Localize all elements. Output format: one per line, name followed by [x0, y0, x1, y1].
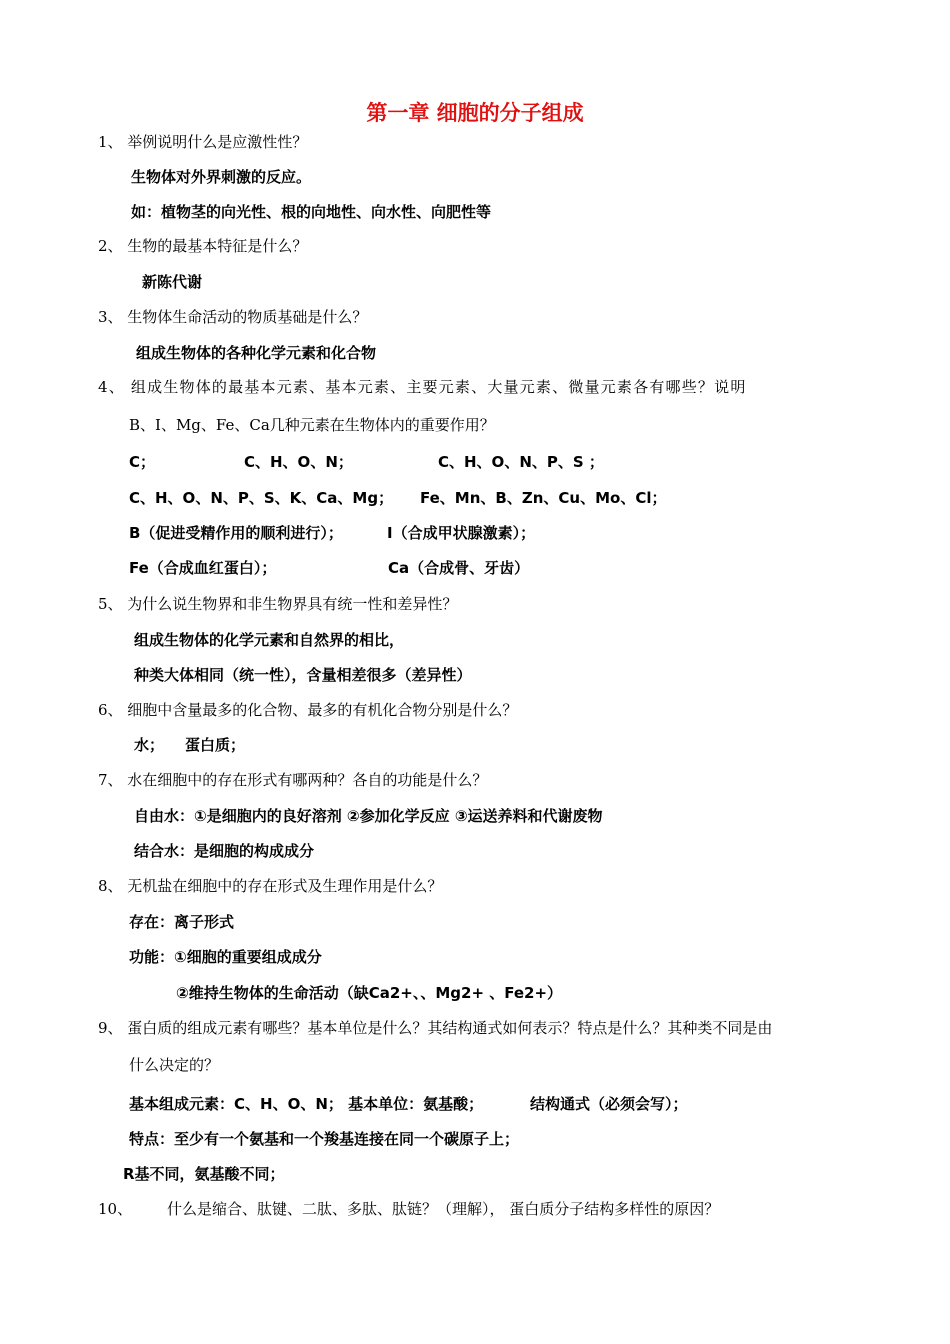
answer-4-basic-element: C； [129, 453, 156, 471]
answer-4-macro-elements: C、H、O、N、P、S、K、Ca、Mg； [129, 489, 394, 507]
question-9-line-1: 9、 蛋白质的组成元素有哪些？基本单位是什么？其结构通式如何表示？特点是什么？其种类不同是由 [98, 1019, 773, 1037]
question-6: 6、 细胞中含量最多的化合物、最多的有机化合物分别是什么？ [98, 701, 518, 719]
question-10: 什么是缩合、肽键、二肽、多肽、肽链？（理解）， 蛋白质分子结构多样性的原因？ [167, 1200, 720, 1218]
answer-4-fe-role: Fe（合成血红蛋白）； [129, 559, 277, 577]
question-5: 5、 为什么说生物界和非生物界具有统一性和差异性？ [98, 595, 458, 613]
question-2: 2、 生物的最基本特征是什么？ [98, 237, 308, 255]
answer-9-feature: 特点：至少有一个氨基和一个羧基连接在同一个碳原子上； [129, 1130, 520, 1148]
answer-6-protein: 蛋白质； [185, 736, 246, 754]
question-3: 3、 生物体生命活动的物质基础是什么？ [98, 308, 368, 326]
page-title: 第一章 细胞的分子组成 [366, 101, 584, 125]
answer-8-function-2: ②维持生物体的生命活动（缺Ca2+、、Mg2+ 、Fe2+） [176, 984, 563, 1002]
answer-7-free-water: 自由水：①是细胞内的良好溶剂 ②参加化学反应 ③运送养料和代谢废物 [134, 807, 603, 825]
question-1: 1、 举例说明什么是应激性性？ [98, 133, 308, 151]
answer-5-line-2: 种类大体相同（统一性），含量相差很多（差异性） [134, 666, 472, 684]
answer-9-elements-units: 基本组成元素：C、H、O、N； 基本单位：氨基酸； [129, 1095, 484, 1113]
question-8: 8、 无机盐在细胞中的存在形式及生理作用是什么？ [98, 877, 443, 895]
answer-4-trace-elements: Fe、Mn、B、Zn、Cu、Mo、Cl； [420, 489, 667, 507]
answer-2: 新陈代谢 [142, 273, 203, 291]
answer-8-function-1: 功能：①细胞的重要组成成分 [129, 948, 322, 966]
answer-4-b-role: B（促进受精作用的顺利进行）； [129, 524, 343, 542]
answer-8-form: 存在：离子形式 [129, 913, 235, 931]
answer-9-structural-formula: 结构通式（必须会写）； [530, 1095, 688, 1113]
answer-4-fundamental-elements: C、H、O、N； [244, 453, 353, 471]
question-10-number: 10、 [98, 1200, 133, 1218]
answer-4-i-role: I（合成甲状腺激素）； [387, 524, 536, 542]
answer-5-line-1: 组成生物体的化学元素和自然界的相比， [134, 631, 405, 649]
answer-3: 组成生物体的各种化学元素和化合物 [136, 344, 377, 362]
question-9-line-2: 什么决定的？ [129, 1056, 220, 1074]
question-4-line-1: 4、 组成生物体的最基本元素、基本元素、主要元素、大量元素、微量元素各有哪些？说明 [98, 378, 747, 396]
answer-1-line-1: 生物体对外界刺激的反应。 [131, 168, 312, 186]
answer-7-bound-water: 结合水：是细胞的构成成分 [134, 842, 315, 860]
answer-4-main-elements: C、H、O、N、P、S ； [438, 453, 604, 471]
answer-4-ca-role: Ca（合成骨、牙齿） [388, 559, 530, 577]
answer-1-line-2: 如：植物茎的向光性、根的向地性、向水性、向肥性等 [131, 203, 492, 221]
question-7: 7、 水在细胞中的存在形式有哪两种？各自的功能是什么？ [98, 771, 488, 789]
answer-6-water: 水； [134, 736, 165, 754]
answer-9-r-group: R基不同，氨基酸不同； [123, 1165, 285, 1183]
question-4-line-2: B、I、Mg、Fe、Ca几种元素在生物体内的重要作用？ [129, 416, 495, 434]
